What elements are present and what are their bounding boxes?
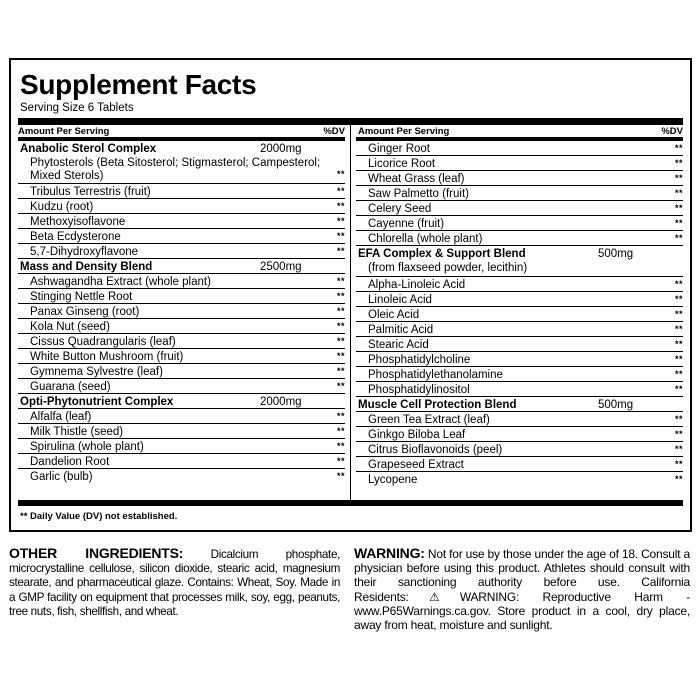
ingredient-dv: ** (336, 186, 345, 196)
ingredient-name: Panax Ginseng (root) (30, 306, 140, 318)
ingredient-row (18, 439, 345, 454)
ingredient-dv: ** (336, 246, 345, 256)
ingredient-name: Oleic Acid (368, 308, 420, 321)
ingredient-dv: ** (336, 441, 345, 451)
ingredient-row (356, 337, 683, 352)
other-ingredients-label: OTHER INGREDIENTS: (9, 545, 184, 561)
ingredient-dv: ** (674, 368, 683, 379)
blend-name: Anabolic Sterol Complex (20, 143, 157, 155)
ingredient-dv: ** (336, 306, 345, 316)
ingredient-row (18, 469, 345, 484)
ingredient-row (356, 382, 683, 397)
ingredient-row (356, 216, 683, 231)
right-column-header (356, 125, 683, 141)
ingredient-row (356, 156, 683, 171)
ingredient-row (356, 427, 683, 442)
ingredient-dv: ** (674, 443, 683, 454)
ingredient-dv: ** (674, 473, 683, 484)
ingredient-dv: ** (336, 351, 345, 361)
ingredient-name: Green Tea Extract (leaf) (368, 413, 490, 426)
ingredient-name: Chlorella (whole plant) (368, 233, 483, 245)
ingredient-row (356, 457, 683, 472)
ingredient-row (356, 277, 683, 292)
blend-name: Opti-Phytonutrient Complex (20, 396, 174, 408)
other-ingredients-text: Dicalcium phosphate, microcrystalline cellulose, silicon dioxide, stearic acid, magnesium stearate, and pharmaceutical glaze. Contains: Wheat, Soy. Made in a GMP facility on equipment that processes milk, soy, egg, peanuts, tree nuts, fish, shellfish, and wheat. (9, 548, 340, 618)
ingredient-row (18, 289, 345, 304)
ingredient-row (356, 367, 683, 382)
blend-efa-complex (356, 246, 683, 277)
ingredient-dv: ** (674, 218, 683, 228)
ingredient-row (18, 454, 345, 469)
right-column (356, 125, 683, 487)
ingredient-row (18, 214, 345, 229)
ingredient-name: Ginger Root (368, 143, 431, 155)
ingredient-dv: ** (674, 188, 683, 198)
ingredient-name: Citrus Bioflavonoids (peel) (368, 443, 503, 456)
ingredient-name: Celery Seed (368, 203, 432, 215)
ingredient-dv: ** (674, 278, 683, 289)
blend-opti-phytonutrient (18, 394, 345, 409)
ingredient-name: Stinging Nettle Root (30, 291, 133, 303)
ingredient-dv: ** (336, 216, 345, 226)
ingredient-row (356, 292, 683, 307)
ingredient-row (356, 186, 683, 201)
ingredient-name: Tribulus Terrestris (fruit) (30, 186, 151, 198)
ingredient-dv: ** (336, 456, 345, 466)
ingredient-name: Milk Thistle (seed) (30, 426, 124, 438)
ingredient-row (356, 442, 683, 457)
ingredient-row (356, 472, 683, 487)
ingredient-row (18, 199, 345, 214)
ingredient-dv: ** (674, 158, 683, 168)
ingredient-name: Lycopene (368, 473, 418, 486)
dv-heading: %DV (323, 125, 345, 137)
blend-description: Phytosterols (Beta Sitosterol; Stigmasterol; Campesterol; Mixed Sterols) (30, 157, 321, 182)
ingredient-name: Linoleic Acid (368, 293, 432, 306)
ingredient-row (356, 231, 683, 246)
panel-title: Supplement Facts (20, 69, 257, 100)
blend-amount: 2500mg (260, 261, 302, 273)
ingredient-row (356, 201, 683, 216)
ingredient-name: Guarana (seed) (30, 381, 111, 393)
ingredient-name: Phosphatidylethanolamine (368, 368, 503, 381)
ingredient-name: Licorice Root (368, 158, 436, 170)
ingredient-dv: ** (336, 426, 345, 436)
ingredient-row (356, 412, 683, 427)
other-ingredients (9, 546, 340, 619)
blend-amount: 2000mg (260, 396, 302, 408)
ingredient-dv: ** (674, 293, 683, 304)
ingredient-dv: ** (674, 428, 683, 439)
ingredient-name: Methoxyisoflavone (30, 216, 126, 228)
ingredient-dv: ** (336, 411, 345, 421)
ingredient-row (356, 141, 683, 156)
ingredient-row (18, 229, 345, 244)
ingredient-name: 5,7-Dihydroxyflavone (30, 246, 139, 258)
thick-divider-top (18, 118, 683, 125)
dv-heading: %DV (661, 125, 683, 137)
ingredient-name: Gymnema Sylvestre (leaf) (30, 366, 163, 378)
ingredient-row (356, 322, 683, 337)
ingredient-name: Cayenne (fruit) (368, 218, 445, 230)
ingredient-dv: ** (674, 353, 683, 364)
blend-amount: 2000mg (260, 143, 302, 155)
warning-text: Not for use by those under the age of 18. Consult a physician before using this product. Athletes should consult with their sanctioning authority before use. California Residents:⚠WARNING: Reproductive Harm - www.P65Warnings.ca.gov. Store product in a cool, dry place, away from heat, moisture and sunlight. (354, 547, 690, 633)
ingredient-name: Wheat Grass (leaf) (368, 173, 465, 185)
ingredient-dv: ** (336, 201, 345, 211)
thick-divider-bottom (18, 500, 683, 506)
ingredient-name: Phosphatidylcholine (368, 353, 471, 366)
ingredient-name: Dandelion Root (30, 456, 110, 468)
column-divider (350, 125, 351, 500)
ingredient-row (18, 424, 345, 439)
ingredient-row (18, 334, 345, 349)
left-column-header (18, 125, 345, 141)
ingredient-dv: ** (674, 338, 683, 349)
ingredient-row (18, 274, 345, 289)
ingredient-dv: ** (674, 458, 683, 469)
ingredient-name: Stearic Acid (368, 338, 429, 351)
ingredient-name: Cissus Quadrangularis (leaf) (30, 336, 176, 348)
ingredient-dv: ** (674, 233, 683, 243)
ingredient-dv: ** (674, 323, 683, 334)
blend-muscle-cell-protection (356, 397, 683, 412)
ingredient-name: Ginkgo Biloba Leaf (368, 428, 466, 441)
supplement-facts-panel (9, 58, 692, 532)
blend-amount: 500mg (598, 398, 634, 411)
ingredient-name: Kola Nut (seed) (30, 321, 110, 333)
ingredient-dv: ** (336, 336, 345, 346)
ingredient-name: Ashwagandha Extract (whole plant) (30, 276, 211, 288)
ingredient-dv: ** (674, 383, 683, 394)
ingredient-dv: ** (674, 308, 683, 319)
blend-description: (from flaxseed powder, lecithin) (368, 262, 528, 274)
ingredient-name: Alpha-Linoleic Acid (368, 278, 466, 291)
blend-mass-and-density (18, 259, 345, 274)
blend-name: Muscle Cell Protection Blend (358, 398, 517, 411)
amount-per-serving-heading: Amount Per Serving (18, 125, 110, 137)
blend-amount: 500mg (598, 248, 634, 260)
ingredient-row (356, 171, 683, 186)
warning-block (354, 546, 690, 632)
blend-name: Mass and Density Blend (20, 261, 153, 273)
ingredient-name: Phosphatidylinositol (368, 383, 470, 396)
left-column (18, 125, 345, 484)
ingredient-row (18, 304, 345, 319)
ingredient-name: Saw Palmetto (fruit) (368, 188, 469, 200)
ingredient-dv: ** (674, 413, 683, 424)
serving-size: Serving Size 6 Tablets (20, 102, 134, 114)
ingredient-dv: ** (336, 276, 345, 286)
ingredient-row (18, 244, 345, 259)
amount-per-serving-heading: Amount Per Serving (358, 125, 450, 137)
ingredient-name: Kudzu (root) (30, 201, 94, 213)
warning-label: WARNING: (354, 545, 425, 561)
ingredient-row (18, 184, 345, 199)
ingredient-row (18, 409, 345, 424)
ingredient-name: Spirulina (whole plant) (30, 441, 144, 453)
ingredient-row (18, 319, 345, 334)
daily-value-footnote: ** Daily Value (DV) not established. (20, 511, 178, 522)
ingredient-name: Garlic (bulb) (30, 471, 93, 483)
ingredient-dv: ** (674, 203, 683, 213)
ingredient-name: Palmitic Acid (368, 323, 434, 336)
ingredient-dv: ** (336, 366, 345, 376)
ingredient-row (18, 364, 345, 379)
ingredient-row (356, 352, 683, 367)
ingredient-dv: ** (336, 321, 345, 331)
blend-anabolic-sterol-complex (18, 141, 345, 184)
ingredient-name: Beta Ecdysterone (30, 231, 121, 243)
ingredient-dv: ** (336, 291, 345, 301)
ingredient-name: Grapeseed Extract (368, 458, 464, 471)
ingredient-name: Alfalfa (leaf) (30, 411, 92, 423)
blend-name: EFA Complex & Support Blend (358, 248, 526, 260)
ingredient-name: White Button Mushroom (fruit) (30, 351, 184, 363)
ingredient-dv: ** (336, 381, 345, 391)
ingredient-row (18, 379, 345, 394)
ingredient-dv: ** (336, 471, 345, 481)
ingredient-dv: ** (674, 173, 683, 183)
ingredient-dv: ** (674, 143, 683, 153)
ingredient-dv: ** (336, 231, 345, 241)
ingredient-row (356, 307, 683, 322)
ingredient-row (18, 349, 345, 364)
ingredient-dv: ** (336, 169, 345, 179)
